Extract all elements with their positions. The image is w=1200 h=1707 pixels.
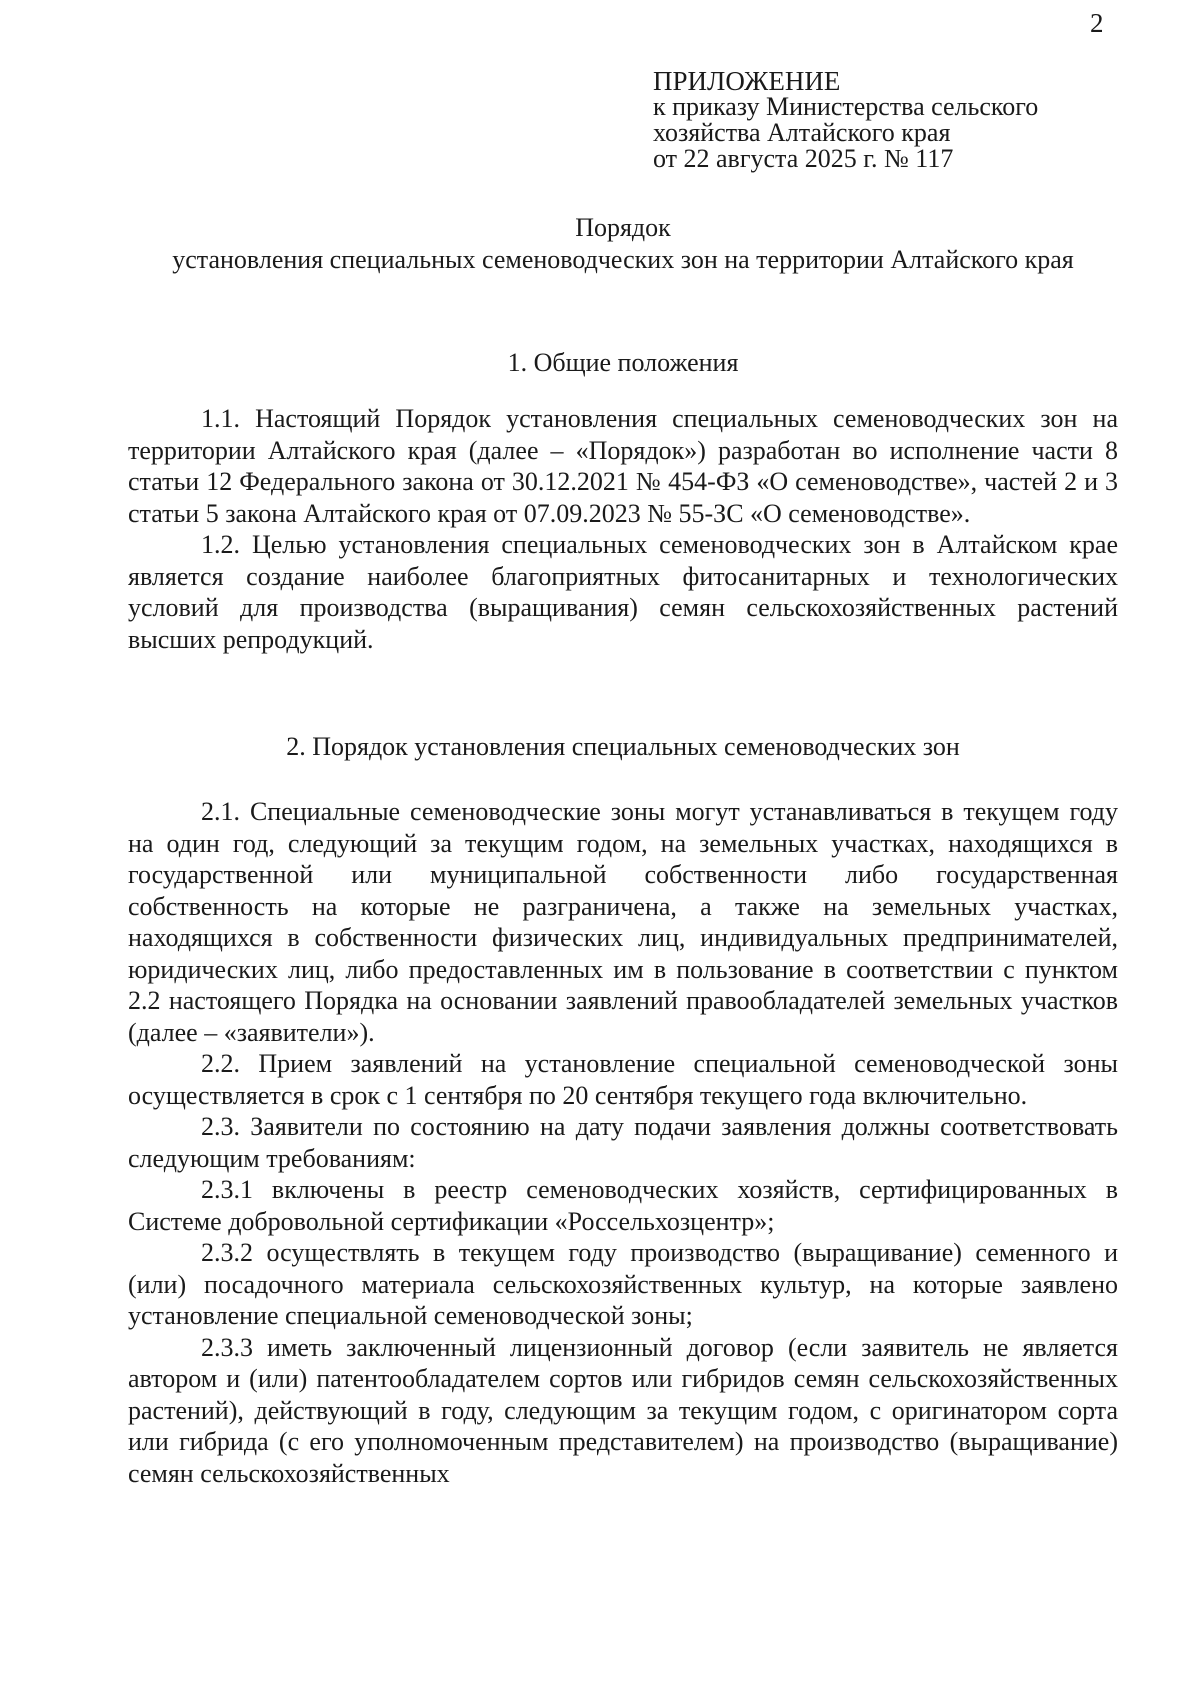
section-body-general [128,403,1118,655]
appendix-line: хозяйства Алтайского края [653,118,951,147]
paragraph: 2.3.1 включены в реестр семеноводческих хозяйств, сертифицированных в Системе добровольной сертификации «Россельхозцентр»; [128,1175,1118,1236]
title-line: Порядок [575,213,671,242]
paragraph: 2.2. Прием заявлений на установление специальной семеноводческой зоны осуществляется в срок с 1 сентября по 20 сентября текущего года включительно. [128,1049,1118,1110]
section-heading-general: 1. Общие положения [507,348,739,377]
appendix-date-number: от 22 августа 2025 г. № 117 [653,144,954,173]
paragraph: 2.3.2 осуществлять в текущем году производство (выращивание) семенного и (или) посадочного материала сельскохозяйственных культур, на которые заявлено установление специальной семеноводческой зоны; [128,1238,1118,1330]
paragraph: 2.3.3 иметь заключенный лицензионный договор (если заявитель не является автором и (или) патентообладателем сортов или гибридов семян сельскохозяйственных растений), действующий в году, следующим за текущим годом, с оригинатором сорта или гибрида (с его уполномоченным представителем) на производство (выращивание) семян сельскохозяйственных [128,1332,1118,1488]
section-body-procedure [128,796,1118,1489]
appendix-block [653,68,1038,172]
appendix-heading: ПРИЛОЖЕНИЕ [653,66,841,96]
paragraph: 1.2. Целью установления специальных семеноводческих зон в Алтайском крае является создание наиболее благоприятных фитосанитарных и технологических условий для производства (выращивания) семян сельскохозяйственных растений высших репродукций. [128,530,1118,654]
title-line: установления специальных семеноводческих зон на территории Алтайского края [172,245,1074,274]
paragraph: 2.1. Специальные семеноводческие зоны могут устанавливаться в текущем году на один год, следующий за текущим годом, на земельных участках, находящихся в государственной или муниципальной собственности либо государственная собственность на которые не разграничена, а также на земельных участках, находящихся в собственности физических лиц, индивидуальных предпринимателей, юридических лиц, либо предоставленных им в пользование в соответствии с пунктом 2.2 настоящего Порядка на основании заявлений правообладателей земельных участков (далее – «заявители»). [128,797,1118,1047]
appendix-line: к приказу Министерства сельского [653,92,1039,121]
paragraph: 1.1. Настоящий Порядок установления специальных семеноводческих зон на территории Алтайского края (далее – «Порядок») разработан во исполнение части 8 статьи 12 Федерального закона от 30.12.2021 № 454-ФЗ «О семеноводстве», частей 2 и 3 статьи 5 закона Алтайского края от 07.09.2023 № 55-ЗС «О семеноводстве». [128,404,1118,528]
paragraph: 2.3. Заявители по состоянию на дату подачи заявления должны соответствовать следующим требованиям: [128,1112,1118,1173]
section-heading-procedure: 2. Порядок установления специальных семеноводческих зон [286,732,960,761]
page-number: 2 [1090,8,1104,38]
document-title [128,212,1118,276]
